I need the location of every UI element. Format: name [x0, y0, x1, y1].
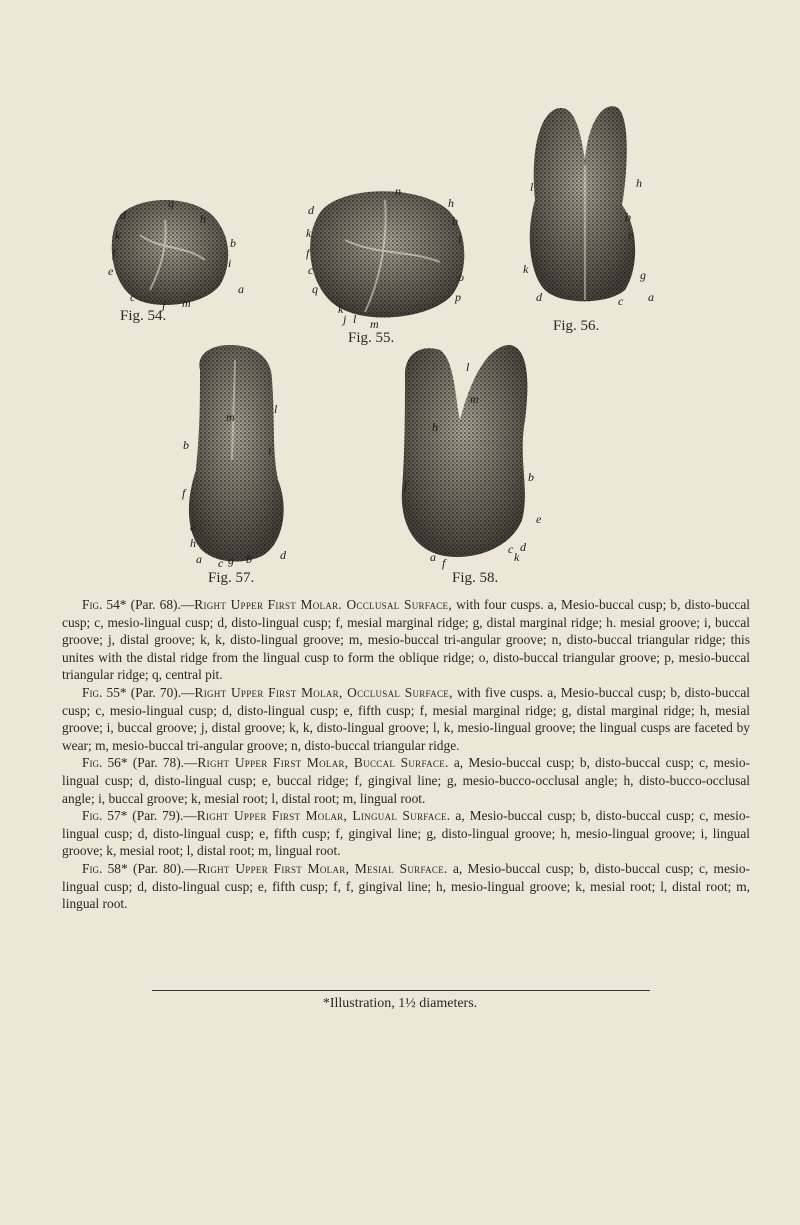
- fig-letter: c: [218, 556, 224, 570]
- fig-letter: k: [523, 262, 529, 276]
- footnote: *Illustration, 1½ diameters.: [322, 996, 478, 1011]
- fig-letter: a: [648, 290, 654, 304]
- caption-par: (Par. 79).—: [127, 808, 197, 824]
- fig-letter: h: [200, 212, 206, 226]
- fig-letter: k: [115, 228, 121, 242]
- fig-letter: h: [448, 196, 454, 210]
- fig-letter: j: [162, 298, 166, 312]
- caption-fignum: Fig. 54*: [82, 597, 127, 612]
- fig-letter: e: [628, 228, 634, 242]
- caption-body: with four cusps. a, Mesio-buccal cusp; b, disto-buccal cusp; c, mesio-lingual cusp; d, disto-lingual cusp; f, mesial marginal ridge; g, distal marginal ridge; h. mesial groove; i, buccal groove; j, distal groove; k, k, disto-lingual groove; m, mesio-buccal tri-angular groove; n, disto-buccal triangular ridge; this unites with the distal ridge from the lingual cusp to form the oblique ridge; o, disto-buccal triangular groove; p, mesio-buccal triangular ridge; q, central pit.: [62, 597, 751, 683]
- caption-title: Right Upper First Molar. Occlusal Surface,: [194, 597, 452, 612]
- caption-body: a, Mesio-buccal cusp; b, disto-buccal cusp; c, mesio-lingual cusp; d, disto-lingual cusp; e, fifth cusp; f, f, gingival line; h, mesio-lingual groove; k, mesial root; l, distal root; m, lingual root.: [62, 860, 750, 912]
- fig-letter: f: [182, 486, 186, 500]
- caption-fignum: Fig. 58*: [82, 860, 128, 876]
- fig-letter: q: [312, 282, 318, 296]
- fig-58-drawing: [402, 345, 528, 557]
- footnote-rule: [152, 990, 650, 991]
- molar-illustrations: [0, 0, 800, 600]
- fig-54-label: Fig. 54.: [120, 308, 167, 324]
- fig-letter: h: [432, 420, 438, 434]
- fig-letter: b: [183, 438, 189, 452]
- figure-plate: [0, 0, 800, 600]
- fig-letter: a: [430, 550, 436, 564]
- caption-fig-58: [62, 860, 750, 913]
- fig-letter: p: [455, 290, 461, 304]
- fig-letter: b: [230, 236, 236, 250]
- caption-body: a, Mesio-buccal cusp; b, disto-buccal cusp; c, mesio-lingual cusp; d, disto-lingual cusp; e, fifth cusp; f, gingival line; g, disto-lingual groove; h, mesio-lingual groove; i, lingual groove; k, mesial root; l, distal root; m, lingual root.: [62, 808, 751, 859]
- caption-fig-55: [62, 684, 750, 754]
- fig-letter: c: [308, 263, 314, 277]
- fig-letter: i: [268, 444, 272, 458]
- fig-letter: j: [343, 312, 347, 326]
- fig-letter: f: [442, 556, 446, 570]
- fig-letter: l: [466, 360, 470, 374]
- caption-par: (Par. 80).—: [127, 860, 198, 876]
- fig-56-label: Fig. 56.: [553, 318, 600, 334]
- fig-55-label: Fig. 55.: [348, 330, 395, 346]
- fig-letter: l: [353, 312, 357, 326]
- fig-58-label: Fig. 58.: [452, 570, 499, 586]
- caption-title: Right Upper First Molar, Lingual Surface.: [196, 808, 451, 824]
- fig-letter: q: [168, 196, 174, 210]
- fig-55-drawing: [310, 191, 464, 317]
- caption-body: with five cusps. a, Mesio-buccal cusp; b, disto-buccal cusp; c, mesio-lingual cusp; d, disto-lingual cusp; e, fifth cusp; f, mesial marginal ridge; g, distal marginal ridge; h, mesial groove; i, buccal groove; j, distal groove; k, k, disto-lingual groove; l, k, mesio-lingual groove; the lingual cusps are faceted by wear; m, mesio-buccal tri-angular groove; n, disto-buccal triangular ridge.: [62, 684, 751, 753]
- fig-letter: b: [246, 552, 252, 566]
- caption-body: a, Mesio-buccal cusp; b, disto-buccal cusp; c, mesio-lingual cusp; d, disto-lingual cusp; e, buccal ridge; f, gingival line; g, mesio-bucco-occlusal angle; h, disto-bucco-occlusal angle; i, buccal groove; k, mesial root; l, distal root; m, lingual root.: [62, 755, 751, 806]
- fig-letter: k: [514, 550, 520, 564]
- caption-par: (Par. 68).—: [126, 597, 195, 612]
- fig-letter: f: [112, 246, 116, 260]
- fig-letter: c: [130, 290, 136, 304]
- fig-letter: e: [108, 264, 114, 278]
- fig-letter: b: [452, 214, 458, 228]
- fig-letter: g: [228, 553, 234, 567]
- fig-letter: m: [470, 392, 479, 406]
- fig-letter: a: [238, 282, 244, 296]
- caption-fignum: Fig. 55*: [82, 684, 127, 700]
- fig-letter: b: [528, 470, 534, 484]
- fig-letter: m: [182, 296, 191, 310]
- fig-letter: m: [370, 317, 379, 331]
- fig-letter: d: [536, 290, 542, 304]
- caption-title: Right Upper First Molar, Buccal Surface.: [197, 755, 449, 771]
- fig-letter: l: [530, 180, 534, 194]
- fig-letter: c: [508, 542, 514, 556]
- fig-letter: h: [636, 176, 642, 190]
- fig-letter: d: [308, 203, 314, 217]
- fig-letter: o: [458, 270, 464, 284]
- caption-fignum: Fig. 56*: [82, 755, 128, 771]
- fig-letter: m: [226, 410, 235, 424]
- fig-letter: b: [625, 210, 631, 224]
- fig-letter: k: [338, 302, 344, 316]
- caption-fig-57: [62, 807, 750, 860]
- caption-par: (Par. 78).—: [127, 755, 198, 771]
- fig-letter: e: [536, 512, 542, 526]
- caption-title: Right Upper First Molar, Occlusal Surface,: [194, 684, 453, 700]
- fig-letter: i: [228, 256, 232, 270]
- fig-letter: c: [618, 294, 624, 308]
- fig-letter: f: [404, 478, 408, 492]
- caption-fig-56: [62, 754, 750, 807]
- fig-letter: d: [520, 540, 526, 554]
- fig-letter: g: [640, 268, 646, 282]
- caption-par: (Par. 70).—: [126, 684, 195, 700]
- fig-letter: l: [274, 402, 278, 416]
- fig-letter: i: [458, 232, 462, 246]
- fig-letter: f: [306, 246, 310, 260]
- fig-letter: d: [120, 208, 126, 222]
- caption-fignum: Fig. 57*: [82, 808, 128, 824]
- fig-letter: a: [196, 552, 202, 566]
- fig-letter: n: [395, 184, 401, 198]
- fig-57-label: Fig. 57.: [208, 570, 255, 586]
- fig-letter: d: [280, 548, 286, 562]
- fig-letter: k: [306, 226, 312, 240]
- fig-letter: h: [190, 536, 196, 550]
- figure-captions: [62, 596, 750, 913]
- caption-title: Right Upper First Molar, Mesial Surface.: [197, 860, 448, 876]
- fig-56-drawing: [530, 106, 635, 301]
- fig-letter: e: [190, 520, 196, 534]
- caption-fig-54: [62, 596, 750, 684]
